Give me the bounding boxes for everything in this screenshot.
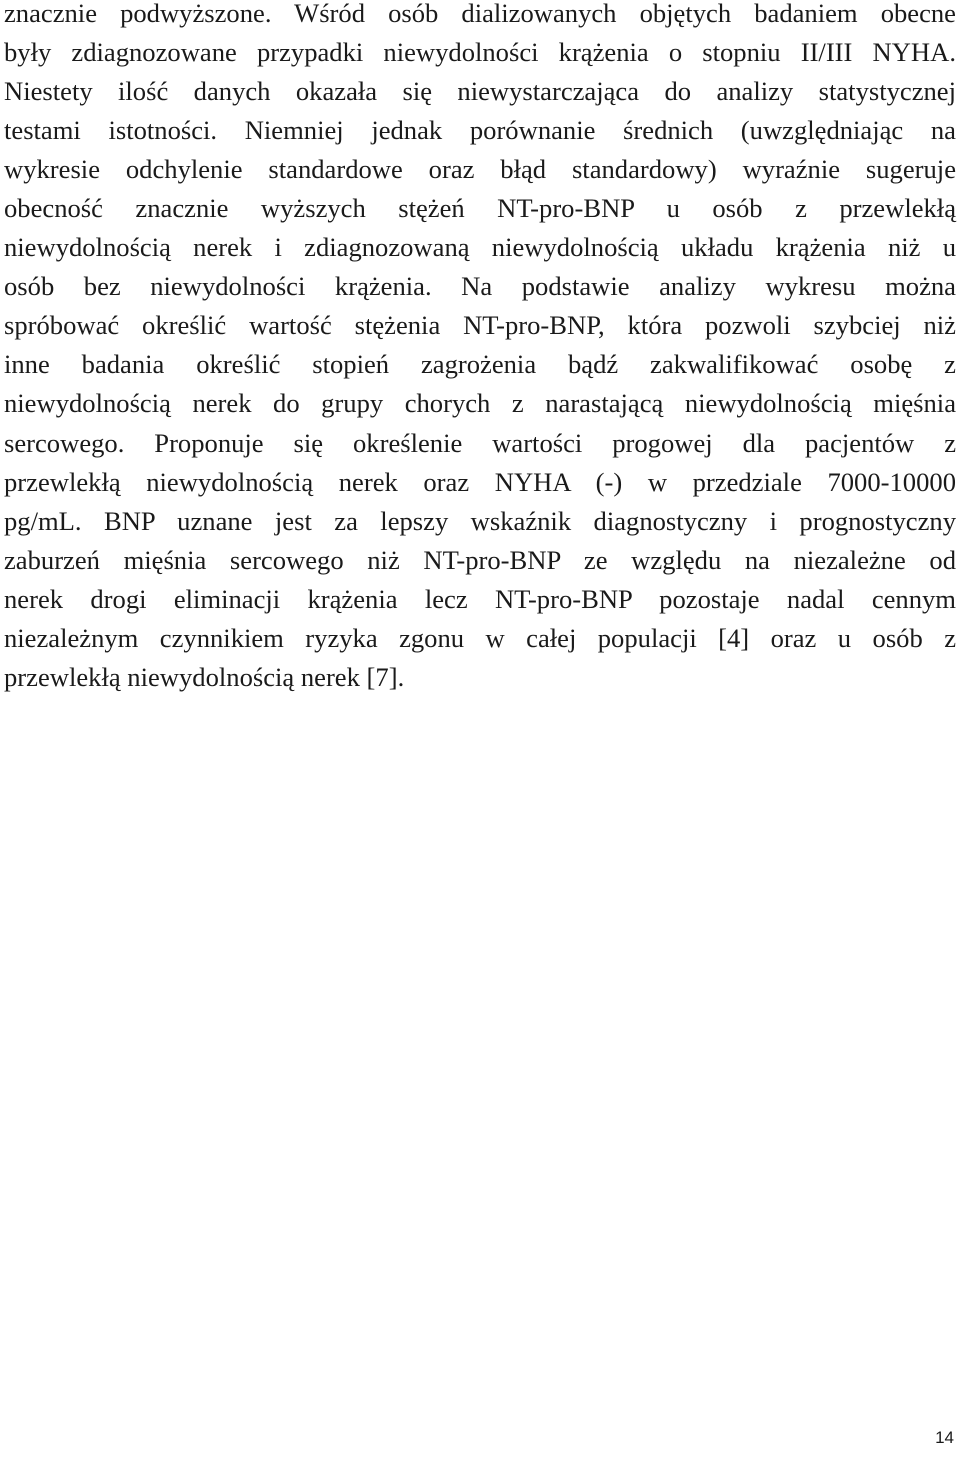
paragraph-line: Niestety ilość danych okazała się niewystarczająca do analizy statystycznej xyxy=(4,76,956,107)
paragraph-line: były zdiagnozowane przypadki niewydolności krążenia o stopniu II/III NYHA. xyxy=(4,37,956,68)
paragraph-line: przewlekłą niewydolnością nerek oraz NYHA (-) w przedziale 7000-10000 xyxy=(4,466,956,497)
paragraph-line: spróbować określić wartość stężenia NT-pro-BNP, która pozwoli szybciej niż xyxy=(4,310,956,341)
paragraph-line: zaburzeń mięśnia sercowego niż NT-pro-BNP ze względu na niezależne od xyxy=(4,544,956,575)
paragraph-line: obecność znacznie wyższych stężeń NT-pro-BNP u osób z przewlekłą xyxy=(4,193,956,224)
paragraph-line: osób bez niewydolności krążenia. Na podstawie analizy wykresu można xyxy=(4,271,956,302)
paragraph-line: nerek drogi eliminacji krążenia lecz NT-pro-BNP pozostaje nadal cennym xyxy=(4,583,956,614)
body-paragraph xyxy=(4,0,956,697)
paragraph-line: znacznie podwyższone. Wśród osób dializowanych objętych badaniem obecne xyxy=(4,0,956,28)
paragraph-line: wykresie odchylenie standardowe oraz błąd standardowy) wyraźnie sugeruje xyxy=(4,154,956,185)
paragraph-line: niewydolnością nerek do grupy chorych z narastającą niewydolnością mięśnia xyxy=(4,388,956,419)
paragraph-line: sercowego. Proponuje się określenie wartości progowej dla pacjentów z xyxy=(4,427,956,458)
page-number: 14 xyxy=(935,1428,954,1447)
paragraph-line: przewlekłą niewydolnością nerek [7]. xyxy=(4,661,405,692)
paragraph-line: pg/mL. BNP uznane jest za lepszy wskaźnik diagnostyczny i prognostyczny xyxy=(4,505,956,536)
paragraph-line: inne badania określić stopień zagrożenia bądź zakwalifikować osobę z xyxy=(4,349,956,380)
paragraph-line: niezależnym czynnikiem ryzyka zgonu w całej populacji [4] oraz u osób z xyxy=(4,622,956,653)
paragraph-line: niewydolnością nerek i zdiagnozowaną niewydolnością układu krążenia niż u xyxy=(4,232,956,263)
paragraph-line: testami istotności. Niemniej jednak porównanie średnich (uwzględniając na xyxy=(4,115,956,146)
